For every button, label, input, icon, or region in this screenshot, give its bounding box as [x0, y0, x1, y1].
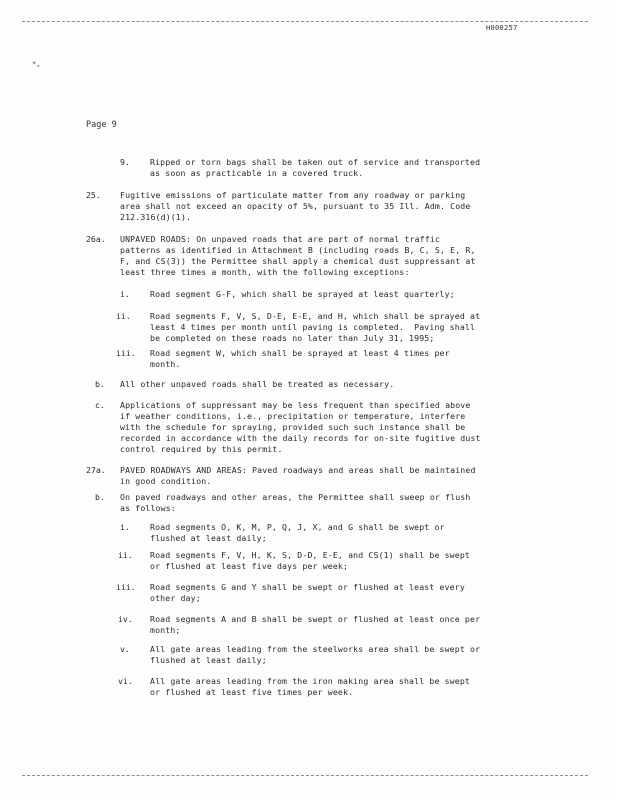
item-27b-vi-line: All gate areas leading from the iron making area shall be swept: [150, 676, 470, 686]
item-27b-line: as follows:: [120, 503, 176, 513]
item-25-marker: 25.: [86, 190, 101, 200]
top-scan-border: [22, 21, 588, 22]
item-9-line: as soon as practicable in a covered truck.: [150, 168, 364, 178]
item-9-line: Ripped or torn bags shall be taken out of service and transported: [150, 157, 481, 167]
item-26c-line: Applications of suppressant may be less frequent than specified above: [120, 400, 471, 410]
item-26c-line: with the schedule for spraying, provided such such instance shall be: [120, 422, 466, 432]
item-27a-line: PAVED ROADWAYS AND AREAS: Paved roadways and areas shall be maintained: [120, 465, 476, 475]
item-27b-v-marker: v.: [120, 644, 130, 654]
item-25-line: Fugitive emissions of particulate matter from any roadway or parking: [120, 190, 466, 200]
item-27b-ii-line: Road segments F, V, H, K, S, D-D, E-E, and CS(1) shall be swept: [150, 550, 470, 560]
item-27b-v-line: flushed at least daily;: [150, 655, 267, 665]
item-26a-ii-line: least 4 times per month until paving is completed. Paving shall: [150, 322, 476, 332]
item-26a-line: F, and CS(3)) the Permittee shall apply a chemical dust suppressant at: [120, 256, 476, 266]
item-26c-line: recorded in accordance with the daily records for on-site fugitive dust: [120, 433, 481, 443]
item-26a-iii-marker: iii.: [116, 348, 136, 358]
item-27b-i-line: Road segments O, K, M, P, Q, J, X, and G shall be swept or: [150, 522, 445, 532]
item-25-line: area shall not exceed an opacity of 5%, pursuant to 35 Ill. Adm. Code: [120, 201, 471, 211]
item-26c-line: control required by this permit.: [120, 444, 283, 454]
item-27b-v-line: All gate areas leading from the steelworks area shall be swept or: [150, 644, 481, 654]
item-26b-line: All other unpaved roads shall be treated as necessary.: [120, 379, 395, 389]
item-25-line: 212.316(d)(1).: [120, 212, 192, 222]
item-27a-line: in good condition.: [120, 476, 212, 486]
scan-speck: *,: [32, 60, 41, 68]
item-27b-iv-line: Road segments A and B shall be swept or flushed at least once per: [150, 614, 481, 624]
item-26a-line: UNPAVED ROADS: On unpaved roads that are part of normal traffic: [120, 234, 440, 244]
item-26a-line: patterns as identified in Attachment B (including roads B, C, S, E, R,: [120, 245, 476, 255]
item-27b-iv-line: month;: [150, 625, 181, 635]
item-27b-iii-line: other day;: [150, 593, 201, 603]
item-26a-ii-line: Road segments F, V, S, D-E, E-E, and H, which shall be sprayed at: [150, 311, 481, 321]
item-27b-iii-line: Road segments G and Y shall be swept or flushed at least every: [150, 582, 465, 592]
item-27b-ii-marker: ii.: [118, 550, 133, 560]
item-27b-vi-line: or flushed at least five times per week.: [150, 687, 354, 697]
item-26c-marker: c.: [95, 400, 105, 410]
item-27b-vi-marker: vi.: [118, 676, 133, 686]
document-id: H000257: [486, 24, 518, 32]
item-27b-line: On paved roadways and other areas, the Permittee shall sweep or flush: [120, 492, 471, 502]
item-27b-iii-marker: iii.: [116, 582, 136, 592]
item-27b-ii-line: or flushed at least five days per week;: [150, 561, 349, 571]
item-27b-i-line: flushed at least daily;: [150, 533, 267, 543]
item-27b-iv-marker: iv.: [118, 614, 133, 624]
item-27a-marker: 27a.: [86, 465, 106, 475]
item-27b-i-marker: i.: [120, 522, 130, 532]
bottom-scan-border: [22, 775, 588, 776]
item-26a-ii-marker: ii.: [116, 311, 131, 321]
item-9-marker: 9.: [120, 157, 130, 167]
item-26a-iii-line: month.: [150, 359, 181, 369]
item-26c-line: if weather conditions, i.e., precipitation or temperature, interfere: [120, 411, 466, 421]
item-26a-ii-line: be completed on these roads no later than July 31, 1995;: [150, 333, 435, 343]
item-26b-marker: b.: [95, 379, 105, 389]
item-26a-line: least three times a month, with the following exceptions:: [120, 267, 410, 277]
item-26a-i-marker: i.: [120, 289, 130, 299]
item-26a-marker: 26a.: [86, 234, 106, 244]
item-26a-i-line: Road segment G-F, which shall be sprayed at least quarterly;: [150, 289, 455, 299]
item-27b-marker: b.: [95, 492, 105, 502]
page-number-label: Page 9: [86, 120, 117, 130]
item-26a-iii-line: Road segment W, which shall be sprayed at least 4 times per: [150, 348, 450, 358]
